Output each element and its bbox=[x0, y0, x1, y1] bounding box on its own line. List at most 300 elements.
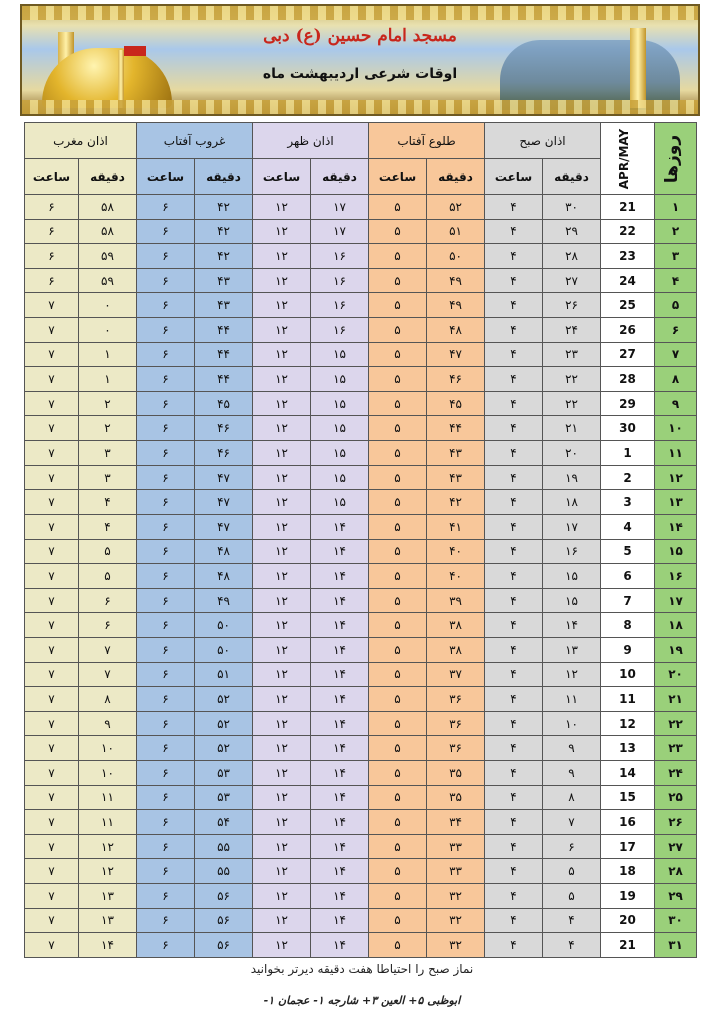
table-row bbox=[25, 391, 697, 416]
maghrib-minute: ۹ bbox=[79, 711, 137, 736]
ghurub-hour: ۶ bbox=[137, 490, 195, 515]
sobh-hour: ۴ bbox=[485, 318, 543, 343]
gregorian-date: 18 bbox=[601, 859, 655, 884]
tolu-minute: ۳۵ bbox=[427, 761, 485, 786]
sobh-hour: ۴ bbox=[485, 268, 543, 293]
maghrib-minute: ۵۸ bbox=[79, 219, 137, 244]
sobh-hour: ۴ bbox=[485, 342, 543, 367]
table-row bbox=[25, 367, 697, 392]
tolu-minute: ۵۱ bbox=[427, 219, 485, 244]
zohr-minute: ۱۵ bbox=[311, 367, 369, 392]
sobh-hour: ۴ bbox=[485, 416, 543, 441]
ghurub-minute: ۴۷ bbox=[195, 514, 253, 539]
tolu-hour: ۵ bbox=[369, 884, 427, 909]
ghurub-hour: ۶ bbox=[137, 637, 195, 662]
tolu-minute: ۳۶ bbox=[427, 687, 485, 712]
zohr-minute: ۱۵ bbox=[311, 342, 369, 367]
tolu-minute: ۳۲ bbox=[427, 884, 485, 909]
ghurub-minute: ۴۷ bbox=[195, 490, 253, 515]
ghurub-hour: ۶ bbox=[137, 736, 195, 761]
maghrib-minute: ۰ bbox=[79, 318, 137, 343]
sobh-minute: ۱۶ bbox=[543, 539, 601, 564]
subheader-hour: ساعت bbox=[137, 159, 195, 195]
sobh-hour: ۴ bbox=[485, 514, 543, 539]
zohr-minute: ۱۶ bbox=[311, 244, 369, 269]
gregorian-date: 2 bbox=[601, 465, 655, 490]
zohr-minute: ۱۶ bbox=[311, 268, 369, 293]
day-number: ۳۰ bbox=[655, 908, 697, 933]
subheader-minute: دقیقه bbox=[427, 159, 485, 195]
tolu-minute: ۴۶ bbox=[427, 367, 485, 392]
tolu-hour: ۵ bbox=[369, 268, 427, 293]
table-row bbox=[25, 637, 697, 662]
tolu-hour: ۵ bbox=[369, 588, 427, 613]
table-row bbox=[25, 736, 697, 761]
zohr-minute: ۱۴ bbox=[311, 637, 369, 662]
tolu-minute: ۴۰ bbox=[427, 539, 485, 564]
zohr-minute: ۱۵ bbox=[311, 465, 369, 490]
tolu-minute: ۴۷ bbox=[427, 342, 485, 367]
sobh-minute: ۲۸ bbox=[543, 244, 601, 269]
sobh-minute: ۴ bbox=[543, 933, 601, 958]
tolu-minute: ۳۵ bbox=[427, 785, 485, 810]
sobh-hour: ۴ bbox=[485, 834, 543, 859]
gregorian-date: 10 bbox=[601, 662, 655, 687]
ghurub-minute: ۴۴ bbox=[195, 367, 253, 392]
ghurub-hour: ۶ bbox=[137, 711, 195, 736]
ghurub-hour: ۶ bbox=[137, 613, 195, 638]
maghrib-minute: ۷ bbox=[79, 662, 137, 687]
sobh-minute: ۱۷ bbox=[543, 514, 601, 539]
zohr-hour: ۱۲ bbox=[253, 711, 311, 736]
gregorian-date: 7 bbox=[601, 588, 655, 613]
sobh-hour: ۴ bbox=[485, 539, 543, 564]
sobh-hour: ۴ bbox=[485, 785, 543, 810]
sobh-minute: ۱۵ bbox=[543, 588, 601, 613]
zohr-minute: ۱۴ bbox=[311, 539, 369, 564]
tolu-minute: ۳۳ bbox=[427, 859, 485, 884]
gregorian-date: 9 bbox=[601, 637, 655, 662]
zohr-hour: ۱۲ bbox=[253, 465, 311, 490]
maghrib-hour: ۶ bbox=[25, 268, 79, 293]
sobh-minute: ۸ bbox=[543, 785, 601, 810]
maghrib-hour: ۷ bbox=[25, 367, 79, 392]
table-row bbox=[25, 588, 697, 613]
zohr-hour: ۱۲ bbox=[253, 761, 311, 786]
day-number: ۲۳ bbox=[655, 736, 697, 761]
header-ghurub: غروب آفتاب bbox=[137, 123, 253, 159]
zohr-minute: ۱۵ bbox=[311, 490, 369, 515]
zohr-minute: ۱۴ bbox=[311, 884, 369, 909]
sobh-minute: ۲۲ bbox=[543, 367, 601, 392]
zohr-hour: ۱۲ bbox=[253, 908, 311, 933]
gregorian-date: 11 bbox=[601, 687, 655, 712]
ghurub-hour: ۶ bbox=[137, 342, 195, 367]
sobh-hour: ۴ bbox=[485, 810, 543, 835]
zohr-minute: ۱۶ bbox=[311, 293, 369, 318]
ghurub-minute: ۴۴ bbox=[195, 342, 253, 367]
zohr-hour: ۱۲ bbox=[253, 318, 311, 343]
ghurub-hour: ۶ bbox=[137, 391, 195, 416]
ghurub-minute: ۴۸ bbox=[195, 539, 253, 564]
tolu-hour: ۵ bbox=[369, 761, 427, 786]
table-row bbox=[25, 465, 697, 490]
ghurub-minute: ۴۳ bbox=[195, 268, 253, 293]
gregorian-date: 19 bbox=[601, 884, 655, 909]
table-row bbox=[25, 244, 697, 269]
maghrib-hour: ۷ bbox=[25, 761, 79, 786]
day-number: ۱۷ bbox=[655, 588, 697, 613]
zohr-hour: ۱۲ bbox=[253, 342, 311, 367]
maghrib-hour: ۷ bbox=[25, 711, 79, 736]
banner-ornament-bottom bbox=[22, 100, 698, 114]
ghurub-hour: ۶ bbox=[137, 810, 195, 835]
ghurub-hour: ۶ bbox=[137, 662, 195, 687]
maghrib-hour: ۷ bbox=[25, 933, 79, 958]
subheader-hour: ساعت bbox=[485, 159, 543, 195]
maghrib-minute: ۱ bbox=[79, 367, 137, 392]
maghrib-hour: ۷ bbox=[25, 391, 79, 416]
day-number: ۴ bbox=[655, 268, 697, 293]
maghrib-minute: ۱۰ bbox=[79, 736, 137, 761]
zohr-hour: ۱۲ bbox=[253, 219, 311, 244]
day-number: ۱۸ bbox=[655, 613, 697, 638]
sobh-minute: ۱۳ bbox=[543, 637, 601, 662]
ghurub-hour: ۶ bbox=[137, 834, 195, 859]
zohr-hour: ۱۲ bbox=[253, 514, 311, 539]
ghurub-hour: ۶ bbox=[137, 514, 195, 539]
maghrib-hour: ۷ bbox=[25, 318, 79, 343]
sobh-hour: ۴ bbox=[485, 613, 543, 638]
tolu-minute: ۳۸ bbox=[427, 637, 485, 662]
zohr-hour: ۱۲ bbox=[253, 859, 311, 884]
banner-ornament-top bbox=[22, 6, 698, 20]
tolu-hour: ۵ bbox=[369, 564, 427, 589]
sobh-hour: ۴ bbox=[485, 490, 543, 515]
maghrib-minute: ۲ bbox=[79, 391, 137, 416]
day-number: ۲۹ bbox=[655, 884, 697, 909]
sobh-minute: ۱۲ bbox=[543, 662, 601, 687]
subheader-minute: دقیقه bbox=[311, 159, 369, 195]
tolu-hour: ۵ bbox=[369, 416, 427, 441]
maghrib-hour: ۷ bbox=[25, 908, 79, 933]
gregorian-date: 29 bbox=[601, 391, 655, 416]
sobh-minute: ۲۳ bbox=[543, 342, 601, 367]
maghrib-hour: ۷ bbox=[25, 736, 79, 761]
ghurub-minute: ۵۶ bbox=[195, 933, 253, 958]
table-row bbox=[25, 514, 697, 539]
tolu-minute: ۵۰ bbox=[427, 244, 485, 269]
sobh-minute: ۱۰ bbox=[543, 711, 601, 736]
ghurub-minute: ۵۳ bbox=[195, 785, 253, 810]
day-number: ۲ bbox=[655, 219, 697, 244]
sobh-hour: ۴ bbox=[485, 441, 543, 466]
sobh-minute: ۲۷ bbox=[543, 268, 601, 293]
maghrib-hour: ۷ bbox=[25, 564, 79, 589]
sobh-hour: ۴ bbox=[485, 687, 543, 712]
table-row bbox=[25, 318, 697, 343]
sobh-minute: ۷ bbox=[543, 810, 601, 835]
ghurub-hour: ۶ bbox=[137, 244, 195, 269]
tolu-minute: ۴۰ bbox=[427, 564, 485, 589]
maghrib-hour: ۷ bbox=[25, 613, 79, 638]
zohr-hour: ۱۲ bbox=[253, 884, 311, 909]
gregorian-date: 21 bbox=[601, 933, 655, 958]
sobh-minute: ۲۴ bbox=[543, 318, 601, 343]
tolu-hour: ۵ bbox=[369, 785, 427, 810]
sobh-minute: ۱۴ bbox=[543, 613, 601, 638]
zohr-minute: ۱۴ bbox=[311, 687, 369, 712]
day-number: ۱ bbox=[655, 195, 697, 220]
tolu-minute: ۴۳ bbox=[427, 441, 485, 466]
sobh-minute: ۵ bbox=[543, 859, 601, 884]
zohr-minute: ۱۴ bbox=[311, 908, 369, 933]
day-number: ۱۰ bbox=[655, 416, 697, 441]
ghurub-hour: ۶ bbox=[137, 785, 195, 810]
zohr-hour: ۱۲ bbox=[253, 244, 311, 269]
table-row bbox=[25, 662, 697, 687]
day-number: ۱۶ bbox=[655, 564, 697, 589]
sobh-hour: ۴ bbox=[485, 884, 543, 909]
ghurub-minute: ۵۴ bbox=[195, 810, 253, 835]
subheader-hour: ساعت bbox=[369, 159, 427, 195]
zohr-hour: ۱۲ bbox=[253, 490, 311, 515]
ghurub-minute: ۵۰ bbox=[195, 613, 253, 638]
gregorian-date: 8 bbox=[601, 613, 655, 638]
ghurub-minute: ۴۶ bbox=[195, 416, 253, 441]
sobh-minute: ۱۱ bbox=[543, 687, 601, 712]
ghurub-minute: ۵۶ bbox=[195, 884, 253, 909]
tolu-minute: ۴۲ bbox=[427, 490, 485, 515]
tolu-hour: ۵ bbox=[369, 219, 427, 244]
tolu-minute: ۴۵ bbox=[427, 391, 485, 416]
zohr-hour: ۱۲ bbox=[253, 539, 311, 564]
maghrib-minute: ۲ bbox=[79, 416, 137, 441]
maghrib-hour: ۶ bbox=[25, 195, 79, 220]
sobh-hour: ۴ bbox=[485, 219, 543, 244]
ghurub-hour: ۶ bbox=[137, 588, 195, 613]
maghrib-hour: ۷ bbox=[25, 834, 79, 859]
ghurub-minute: ۵۲ bbox=[195, 687, 253, 712]
maghrib-minute: ۴ bbox=[79, 514, 137, 539]
ghurub-minute: ۵۳ bbox=[195, 761, 253, 786]
day-number: ۱۱ bbox=[655, 441, 697, 466]
day-number: ۷ bbox=[655, 342, 697, 367]
table-row bbox=[25, 687, 697, 712]
table-row bbox=[25, 613, 697, 638]
maghrib-hour: ۷ bbox=[25, 588, 79, 613]
zohr-minute: ۱۶ bbox=[311, 318, 369, 343]
sobh-minute: ۲۶ bbox=[543, 293, 601, 318]
maghrib-hour: ۷ bbox=[25, 293, 79, 318]
gregorian-date: 15 bbox=[601, 785, 655, 810]
tolu-minute: ۳۷ bbox=[427, 662, 485, 687]
ghurub-minute: ۴۳ bbox=[195, 293, 253, 318]
ghurub-hour: ۶ bbox=[137, 293, 195, 318]
tolu-minute: ۴۹ bbox=[427, 293, 485, 318]
maghrib-minute: ۰ bbox=[79, 293, 137, 318]
sobh-hour: ۴ bbox=[485, 465, 543, 490]
maghrib-minute: ۱ bbox=[79, 342, 137, 367]
zohr-minute: ۱۵ bbox=[311, 416, 369, 441]
sobh-minute: ۹ bbox=[543, 761, 601, 786]
table-row bbox=[25, 293, 697, 318]
subheader-minute: دقیقه bbox=[79, 159, 137, 195]
day-number: ۲۲ bbox=[655, 711, 697, 736]
tolu-hour: ۵ bbox=[369, 539, 427, 564]
ghurub-minute: ۴۲ bbox=[195, 219, 253, 244]
table-row bbox=[25, 761, 697, 786]
zohr-minute: ۱۴ bbox=[311, 736, 369, 761]
sobh-minute: ۶ bbox=[543, 834, 601, 859]
zohr-hour: ۱۲ bbox=[253, 391, 311, 416]
ghurub-hour: ۶ bbox=[137, 416, 195, 441]
day-number: ۲۶ bbox=[655, 810, 697, 835]
maghrib-minute: ۱۴ bbox=[79, 933, 137, 958]
maghrib-hour: ۷ bbox=[25, 490, 79, 515]
zohr-hour: ۱۲ bbox=[253, 564, 311, 589]
tolu-minute: ۴۴ bbox=[427, 416, 485, 441]
day-number: ۱۳ bbox=[655, 490, 697, 515]
maghrib-hour: ۷ bbox=[25, 859, 79, 884]
tolu-hour: ۵ bbox=[369, 637, 427, 662]
day-number: ۹ bbox=[655, 391, 697, 416]
zohr-hour: ۱۲ bbox=[253, 195, 311, 220]
ghurub-minute: ۴۷ bbox=[195, 465, 253, 490]
tolu-minute: ۵۲ bbox=[427, 195, 485, 220]
table-body bbox=[25, 195, 697, 958]
sobh-hour: ۴ bbox=[485, 761, 543, 786]
tolu-hour: ۵ bbox=[369, 465, 427, 490]
day-number: ۱۵ bbox=[655, 539, 697, 564]
sobh-hour: ۴ bbox=[485, 195, 543, 220]
table-row bbox=[25, 195, 697, 220]
table-row bbox=[25, 933, 697, 958]
maghrib-minute: ۱۳ bbox=[79, 884, 137, 909]
ghurub-hour: ۶ bbox=[137, 318, 195, 343]
sobh-hour: ۴ bbox=[485, 637, 543, 662]
tolu-minute: ۴۸ bbox=[427, 318, 485, 343]
day-number: ۲۸ bbox=[655, 859, 697, 884]
maghrib-hour: ۷ bbox=[25, 884, 79, 909]
zohr-hour: ۱۲ bbox=[253, 367, 311, 392]
gregorian-date: 25 bbox=[601, 293, 655, 318]
table-row bbox=[25, 564, 697, 589]
tolu-hour: ۵ bbox=[369, 662, 427, 687]
sobh-hour: ۴ bbox=[485, 908, 543, 933]
sobh-hour: ۴ bbox=[485, 933, 543, 958]
gregorian-date: 27 bbox=[601, 342, 655, 367]
tolu-hour: ۵ bbox=[369, 441, 427, 466]
zohr-hour: ۱۲ bbox=[253, 736, 311, 761]
gregorian-date: 26 bbox=[601, 318, 655, 343]
table-row bbox=[25, 810, 697, 835]
zohr-minute: ۱۵ bbox=[311, 441, 369, 466]
ghurub-minute: ۵۲ bbox=[195, 711, 253, 736]
maghrib-minute: ۱۲ bbox=[79, 859, 137, 884]
sobh-minute: ۹ bbox=[543, 736, 601, 761]
ghurub-minute: ۴۲ bbox=[195, 195, 253, 220]
maghrib-minute: ۸ bbox=[79, 687, 137, 712]
header-maghrib: اذان مغرب bbox=[25, 123, 137, 159]
day-number: ۲۱ bbox=[655, 687, 697, 712]
zohr-minute: ۱۴ bbox=[311, 662, 369, 687]
ghurub-hour: ۶ bbox=[137, 884, 195, 909]
gregorian-date: 24 bbox=[601, 268, 655, 293]
day-number: ۲۵ bbox=[655, 785, 697, 810]
ghurub-hour: ۶ bbox=[137, 539, 195, 564]
maghrib-minute: ۵ bbox=[79, 539, 137, 564]
sobh-minute: ۲۲ bbox=[543, 391, 601, 416]
maghrib-minute: ۵۹ bbox=[79, 244, 137, 269]
ghurub-hour: ۶ bbox=[137, 908, 195, 933]
ghurub-hour: ۶ bbox=[137, 268, 195, 293]
zohr-hour: ۱۲ bbox=[253, 637, 311, 662]
gregorian-date: 17 bbox=[601, 834, 655, 859]
day-number: ۲۷ bbox=[655, 834, 697, 859]
table-row bbox=[25, 785, 697, 810]
header-zohr: اذان ظهر bbox=[253, 123, 369, 159]
maghrib-minute: ۱۲ bbox=[79, 834, 137, 859]
zohr-hour: ۱۲ bbox=[253, 441, 311, 466]
maghrib-hour: ۷ bbox=[25, 637, 79, 662]
ghurub-hour: ۶ bbox=[137, 859, 195, 884]
gregorian-date: 28 bbox=[601, 367, 655, 392]
zohr-minute: ۱۴ bbox=[311, 859, 369, 884]
maghrib-minute: ۵۸ bbox=[79, 195, 137, 220]
ghurub-hour: ۶ bbox=[137, 761, 195, 786]
flag-icon bbox=[124, 46, 146, 56]
ghurub-minute: ۵۶ bbox=[195, 908, 253, 933]
zohr-minute: ۱۴ bbox=[311, 514, 369, 539]
tolu-minute: ۳۶ bbox=[427, 711, 485, 736]
tolu-minute: ۳۹ bbox=[427, 588, 485, 613]
zohr-minute: ۱۴ bbox=[311, 613, 369, 638]
table-row bbox=[25, 441, 697, 466]
zohr-minute: ۱۴ bbox=[311, 761, 369, 786]
ghurub-hour: ۶ bbox=[137, 441, 195, 466]
page-subtitle: اوقات شرعی اردیبهشت ماه bbox=[262, 66, 458, 82]
sobh-minute: ۱۹ bbox=[543, 465, 601, 490]
sobh-hour: ۴ bbox=[485, 244, 543, 269]
gregorian-date: 3 bbox=[601, 490, 655, 515]
header-tolu: طلوع آفتاب bbox=[369, 123, 485, 159]
footer-note: نماز صبح را احتیاطا هفت دقیقه دیرتر بخوانید bbox=[250, 962, 474, 976]
tolu-hour: ۵ bbox=[369, 908, 427, 933]
zohr-minute: ۱۵ bbox=[311, 391, 369, 416]
ghurub-hour: ۶ bbox=[137, 687, 195, 712]
tolu-hour: ۵ bbox=[369, 391, 427, 416]
maghrib-minute: ۷ bbox=[79, 637, 137, 662]
zohr-minute: ۱۴ bbox=[311, 711, 369, 736]
tolu-minute: ۳۲ bbox=[427, 933, 485, 958]
gregorian-date: 22 bbox=[601, 219, 655, 244]
table-row bbox=[25, 834, 697, 859]
maghrib-minute: ۳ bbox=[79, 465, 137, 490]
table-row bbox=[25, 490, 697, 515]
gregorian-date: 16 bbox=[601, 810, 655, 835]
zohr-hour: ۱۲ bbox=[253, 687, 311, 712]
zohr-minute: ۱۴ bbox=[311, 785, 369, 810]
maghrib-minute: ۵ bbox=[79, 564, 137, 589]
day-number: ۳ bbox=[655, 244, 697, 269]
maghrib-hour: ۶ bbox=[25, 219, 79, 244]
zohr-hour: ۱۲ bbox=[253, 834, 311, 859]
tolu-minute: ۴۱ bbox=[427, 514, 485, 539]
maghrib-hour: ۷ bbox=[25, 687, 79, 712]
header-date bbox=[601, 123, 655, 195]
sobh-minute: ۱۸ bbox=[543, 490, 601, 515]
